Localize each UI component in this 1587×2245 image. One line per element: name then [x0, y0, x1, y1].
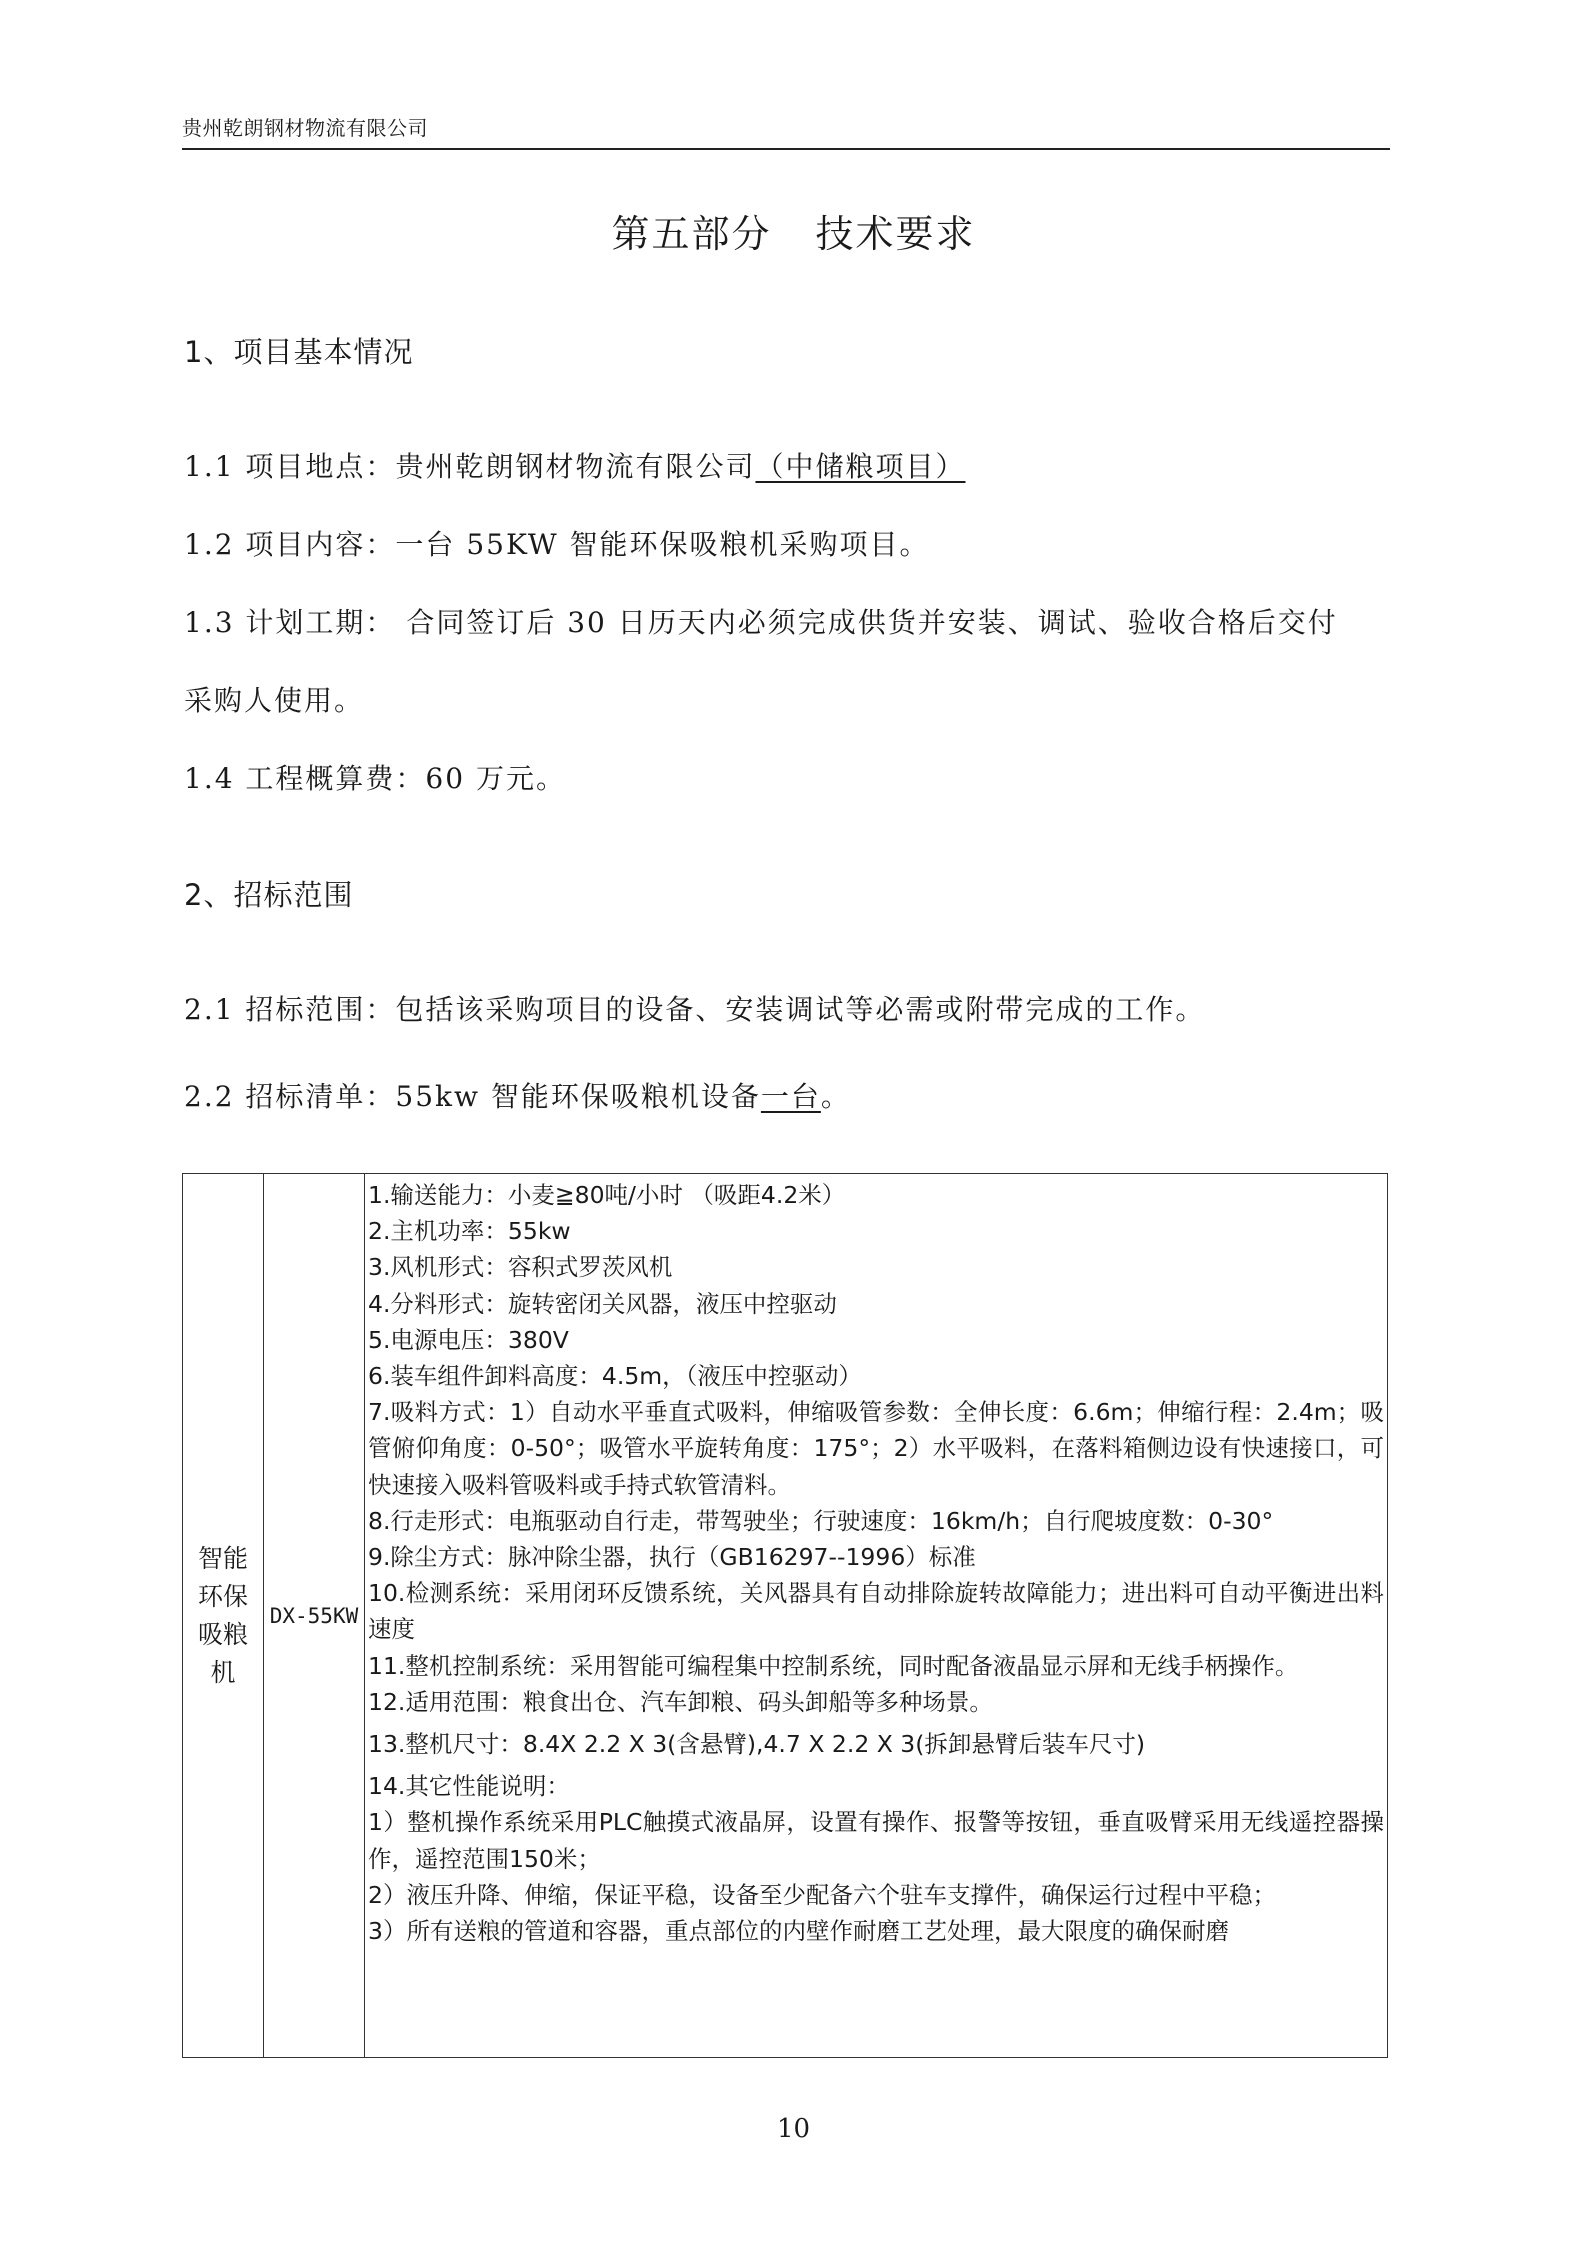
item-1-4: 1.4 工程概算费：60 万元。: [184, 762, 566, 795]
spec-line: 10.检测系统：采用闭环反馈系统，关风器具有自动排除旋转故障能力；进出料可自动平衡进出料速度: [368, 1579, 1384, 1644]
spec-line: 4.分料形式：旋转密闭关风器，液压中控驱动: [368, 1289, 837, 1318]
spec-table: [182, 1173, 1388, 2058]
spec-line: 2.主机功率：55kw: [368, 1217, 571, 1246]
item-1-1-value: 贵州乾朗钢材物流有限公司: [395, 450, 756, 483]
page-header-company: 贵州乾朗钢材物流有限公司: [182, 116, 428, 140]
spec-line: 3）所有送粮的管道和容器，重点部位的内壁作耐磨工艺处理，最大限度的确保耐磨: [368, 1917, 1229, 1946]
title-name: 技术要求: [815, 212, 976, 256]
equipment-specs-cell: [365, 1174, 1388, 2058]
title-part: 第五部分: [611, 212, 772, 256]
equipment-name-cell: [183, 1174, 264, 2058]
spec-line: 12.适用范围：粮食出仓、汽车卸粮、码头卸船等多种场景。: [368, 1687, 993, 1716]
page-title: [0, 203, 1587, 258]
item-2-1: 2.1 招标范围：包括该采购项目的设备、安装调试等必需或附带完成的工作。: [184, 993, 1206, 1026]
spec-line: 6.装车组件卸料高度：4.5m，（液压中控驱动）: [368, 1362, 862, 1391]
item-1-3-line1: 1.3 计划工期： 合同签订后 30 日历天内必须完成供货并安装、调试、验收合格后交付: [184, 606, 1338, 639]
spec-line: 1）整机操作系统采用PLC触摸式液晶屏，设置有操作、报警等按钮，垂直吸臂采用无线遥控器操作，遥控范围150米；: [368, 1808, 1384, 1873]
table-row: [183, 1174, 1388, 2058]
page-number: 10: [776, 2114, 811, 2144]
spec-line: 13.整机尺寸：8.4X 2.2 X 3(含悬臂),4.7 X 2.2 X 3(拆卸悬臂后装车尺寸): [368, 1730, 1146, 1759]
item-1-1-underlined: （中储粮项目）: [755, 450, 966, 483]
item-2-2-prefix: 2.2 招标清单：55kw 智能环保吸粮机设备: [184, 1080, 761, 1113]
item-1-1: [184, 445, 965, 485]
spec-line: 2）液压升降、伸缩，保证平稳，设备至少配备六个驻车支撑件，确保运行过程中平稳；: [368, 1880, 1276, 1909]
item-2-2: [184, 1075, 851, 1115]
equipment-name: 智能环保吸粮机: [197, 1543, 248, 1687]
equipment-model: DX-55KW: [269, 1603, 359, 1628]
spec-line: 14.其它性能说明：: [368, 1772, 570, 1801]
spec-line: 9.除尘方式：脉冲除尘器，执行（GB16297--1996）标准: [368, 1543, 976, 1572]
header-divider: [182, 148, 1390, 150]
spec-line: 1.输送能力：小麦≧80吨/小时 （吸距4.2米）: [368, 1181, 846, 1209]
spec-line: 8.行走形式：电瓶驱动自行走，带驾驶坐；行驶速度：16km/h；自行爬坡度数：0-30°: [368, 1506, 1274, 1535]
item-1-1-label: 1.1 项目地点：: [184, 450, 396, 483]
item-2-2-suffix: 。: [820, 1080, 851, 1113]
spec-line: 5.电源电压：380V: [368, 1325, 569, 1354]
section1-heading: 1、项目基本情况: [184, 335, 414, 369]
equipment-model-cell: [264, 1174, 365, 2058]
spec-line: 3.风机形式：容积式罗茨风机: [368, 1253, 673, 1282]
spec-line: 7.吸料方式：1）自动水平垂直式吸料，伸缩吸管参数：全伸长度：6.6m；伸缩行程：2.4m；吸管俯仰角度：0-50°；吸管水平旋转角度：175°；2）水平吸料，在落料箱侧边设有快速接口，可快速接入吸料管吸料或手持式软管清料。: [368, 1398, 1384, 1499]
spec-line: 11.整机控制系统：采用智能可编程集中控制系统，同时配备液晶显示屏和无线手柄操作。: [368, 1651, 1299, 1680]
item-1-2: 1.2 项目内容：一台 55KW 智能环保吸粮机采购项目。: [184, 528, 930, 561]
item-2-2-underlined: 一台: [760, 1080, 821, 1113]
item-1-3-line2: 采购人使用。: [184, 684, 365, 717]
section2-heading: 2、招标范围: [184, 878, 354, 912]
